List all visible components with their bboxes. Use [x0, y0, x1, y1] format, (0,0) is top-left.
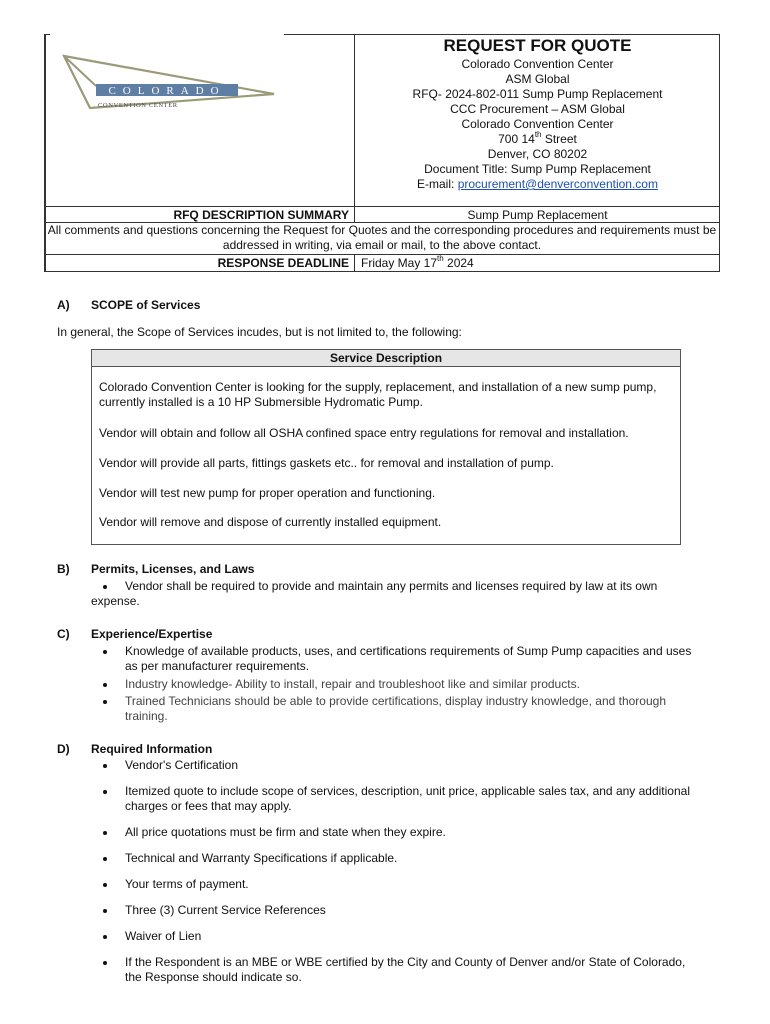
deadline-label: RESPONSE DEADLINE	[217, 256, 349, 270]
contact-line-3: RFQ- 2024-802-011 Sump Pump Replacement	[412, 87, 663, 101]
questions-note: All comments and questions concerning the Request for Quotes and the corresponding procedures and requirements must be addressed in writing, via email or mail, to the above contact.	[47, 223, 717, 252]
deadline-date: Friday May 17	[361, 256, 438, 270]
deadline-row	[44, 255, 720, 272]
street-address	[355, 132, 720, 147]
deadline-ordinal: th	[437, 254, 444, 263]
service-item: Vendor will obtain and follow all OSHA confined space entry regulations for removal and installation.	[99, 426, 629, 440]
list-item: Knowledge of available products, uses, and certifications requirements of Sump Pump capacities and uses as per manufacturer requirements.	[91, 644, 701, 674]
rfq-title: REQUEST FOR QUOTE	[443, 36, 632, 55]
logo-cell	[44, 34, 354, 206]
section-letter: D)	[57, 742, 70, 756]
section-title: SCOPE of Services	[91, 298, 201, 312]
city-line: Denver, CO 80202	[487, 147, 588, 161]
permits-text	[91, 579, 711, 609]
rfq-contact-cell	[355, 34, 720, 206]
description-row	[44, 207, 720, 223]
experience-list	[91, 644, 701, 724]
description-label: RFQ DESCRIPTION SUMMARY	[173, 208, 349, 222]
list-item: Trained Technicians should be able to provide certifications, display industry knowledge, and thorough training.	[91, 694, 701, 724]
rfq-header-table	[44, 34, 720, 272]
contact-line-5: Colorado Convention Center	[461, 117, 614, 131]
permits-text-end: expense.	[91, 594, 140, 608]
list-item: Waiver of Lien	[91, 929, 701, 944]
email-label: E-mail:	[417, 177, 458, 191]
permits-line	[91, 579, 711, 594]
list-item: Your terms of payment.	[91, 877, 701, 892]
section-letter: A)	[57, 298, 70, 312]
permits-text-start: Vendor shall be required to provide and maintain any permits and licenses required by law at its own	[125, 579, 658, 593]
logo-word: COLORADO	[108, 85, 226, 97]
scope-intro: In general, the Scope of Services incudes, but is not limited to, the following:	[57, 325, 462, 339]
document-title-line: Document Title: Sump Pump Replacement	[424, 162, 651, 176]
service-item: Vendor will provide all parts, fittings gaskets etc.. for removal and installation of pump.	[99, 456, 554, 470]
deadline-year: 2024	[443, 256, 474, 270]
logo-subtitle: CONVENTION CENTER	[98, 102, 178, 109]
service-description-box	[91, 349, 681, 545]
section-title: Required Information	[91, 742, 213, 756]
section-title: Experience/Expertise	[91, 627, 213, 641]
street-name: Street	[541, 132, 577, 146]
email-link[interactable]: procurement@denverconvention.com	[457, 177, 658, 191]
list-item: Industry knowledge- Ability to install, repair and troubleshoot like and similar products.	[91, 677, 701, 692]
bullet-icon	[103, 585, 107, 589]
service-item: Colorado Convention Center is looking for the supply, replacement, and installation of a new sump pump, currently installed is a 10 HP Submersible Hydromatic Pump.	[99, 380, 657, 409]
section-letter: C)	[57, 627, 70, 641]
service-description-header: Service Description	[92, 350, 680, 367]
list-item: Vendor's Certification	[91, 758, 701, 773]
colorado-convention-center-logo	[60, 54, 280, 124]
section-title: Permits, Licenses, and Laws	[91, 562, 255, 576]
section-letter: B)	[57, 562, 70, 576]
contact-line-2: ASM Global	[505, 72, 570, 86]
contact-line-4: CCC Procurement – ASM Global	[450, 102, 625, 116]
deadline-value	[361, 256, 474, 270]
street-ordinal: th	[534, 130, 542, 139]
service-item: Vendor will test new pump for proper operation and functioning.	[99, 486, 436, 500]
required-info-list	[91, 758, 701, 985]
service-item: Vendor will remove and dispose of currently installed equipment.	[99, 515, 442, 529]
description-value: Sump Pump Replacement	[467, 208, 608, 222]
street-number: 700 14	[498, 132, 535, 146]
list-item: If the Respondent is an MBE or WBE certified by the City and County of Denver and/or State of Colorado, the Response should indicate so.	[91, 955, 701, 985]
list-item: Itemized quote to include scope of services, description, unit price, applicable sales tax, and any additional charges or fees that may apply.	[91, 784, 701, 814]
list-item: Three (3) Current Service References	[91, 903, 701, 918]
list-item: Technical and Warranty Specifications if applicable.	[91, 851, 701, 866]
email-line	[355, 177, 720, 192]
contact-line-1: Colorado Convention Center	[461, 57, 614, 71]
list-item: All price quotations must be firm and state when they expire.	[91, 825, 701, 840]
